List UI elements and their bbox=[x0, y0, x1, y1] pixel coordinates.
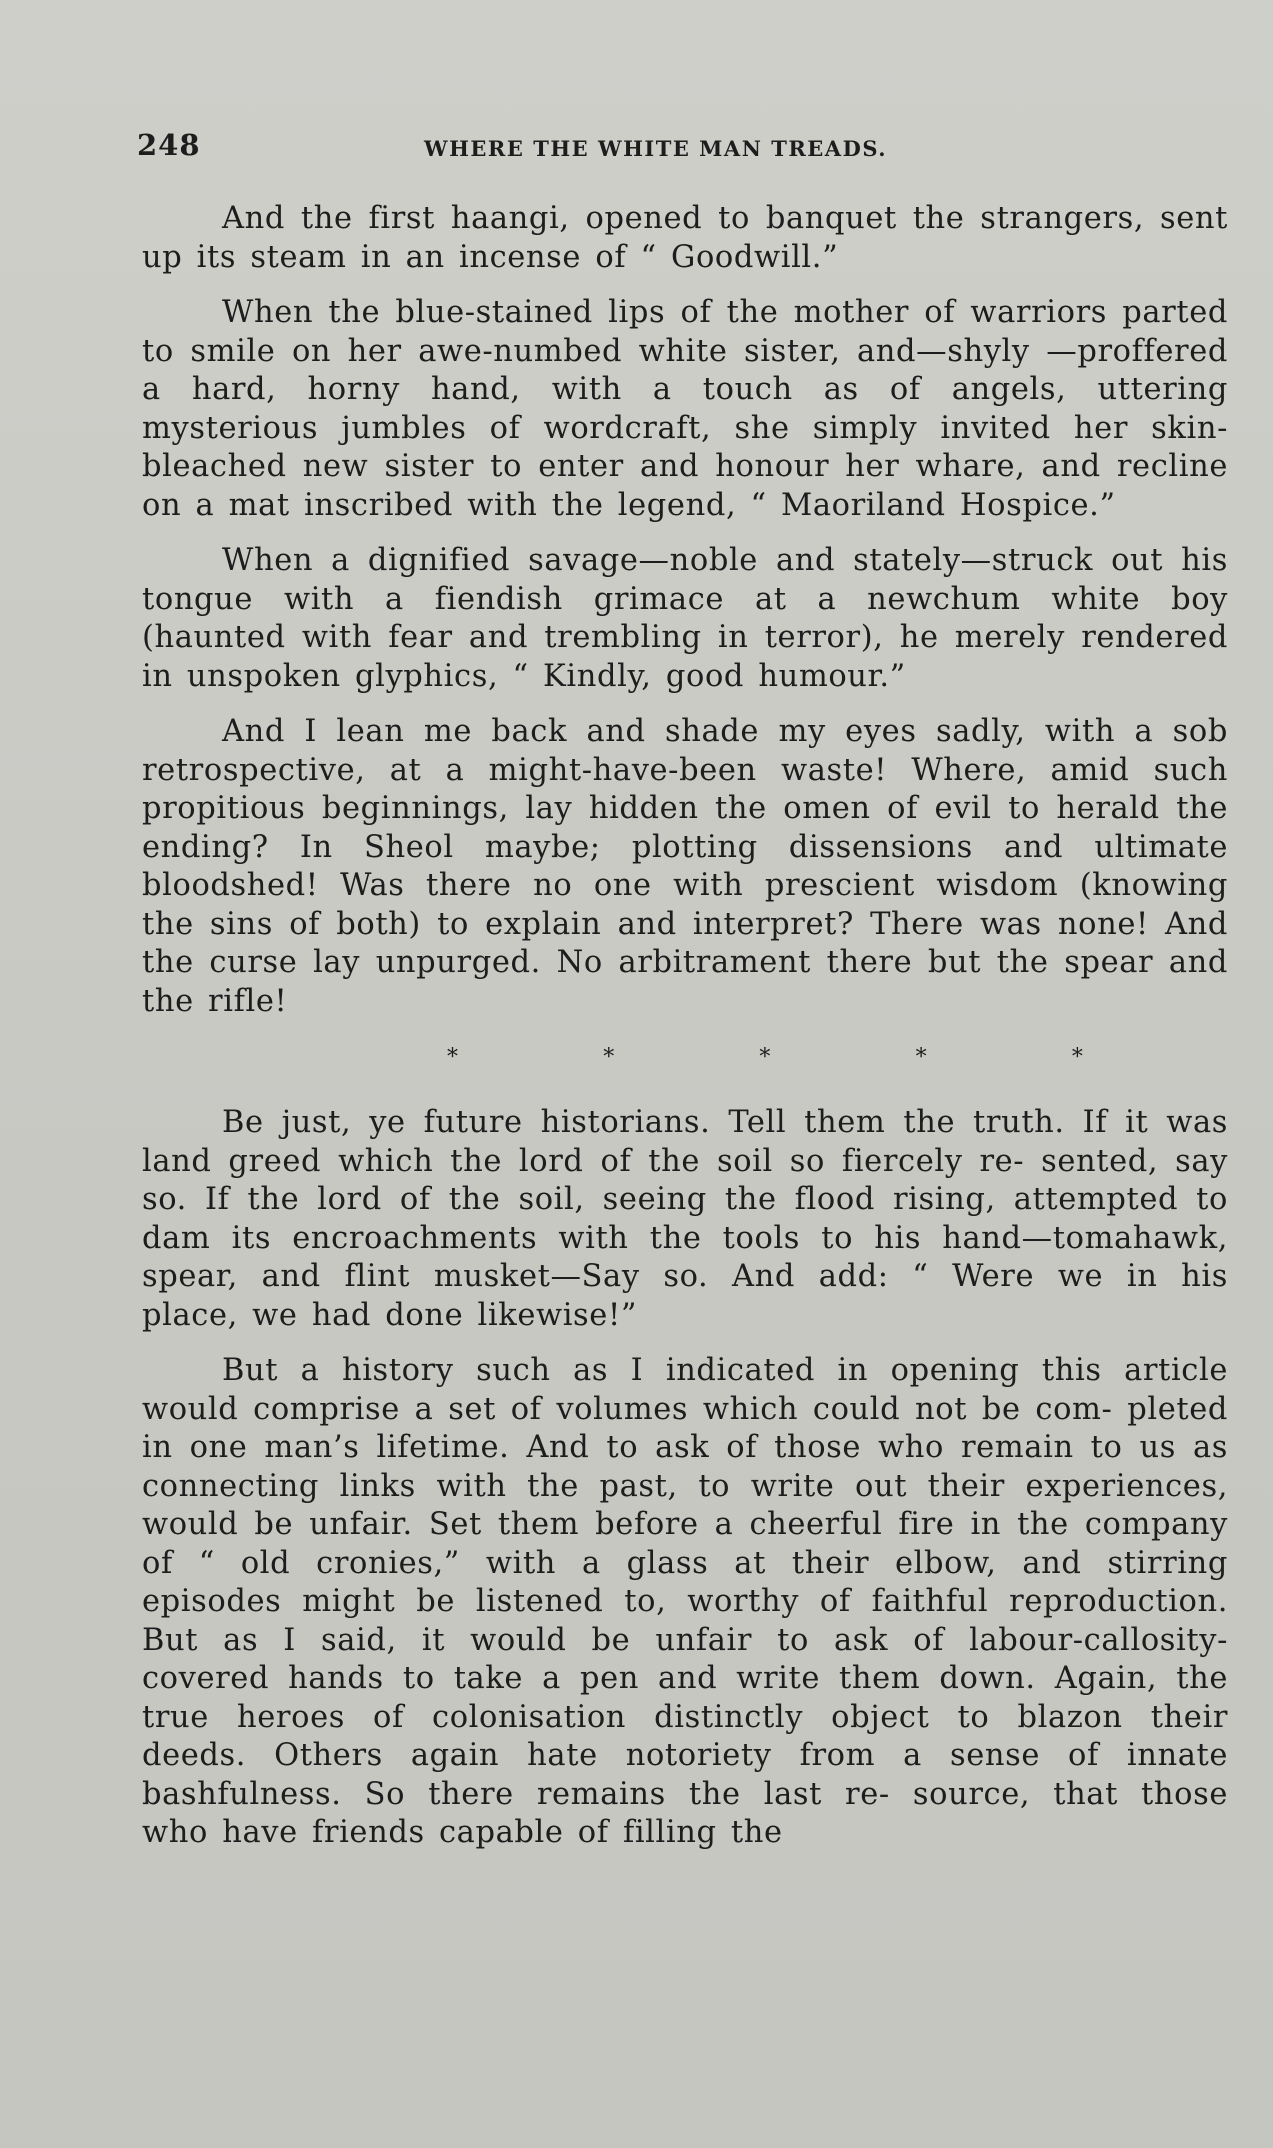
paragraph: When a dignified savage—noble and stately—struck out his tongue with a fiendish grimace at a newchum white boy (haunted with fear and trembling in terror), he merely rendered in unspoken glyphics, “ Kindly, good humour.” bbox=[142, 543, 1228, 694]
paragraph: Be just, ye future historians. Tell them the truth. If it was land greed which the lord of the soil so fiercely re- sented, say so. If the lord of the soil, seeing the flood rising, attempted to dam its encroachments with the tools to his hand—tomahawk, spear, and flint musket—Say so. And add: “ Were we in his place, we had done likewise!” bbox=[142, 1105, 1228, 1333]
paragraph: And the first haangi, opened to banquet the strangers, sent up its steam in an incense of “ Goodwill.” bbox=[142, 201, 1228, 275]
ornament-star: * bbox=[915, 1045, 927, 1070]
ornament-star: * bbox=[447, 1045, 458, 1070]
paragraph: But a history such as I indicated in opening this article would comprise a set of volumes which could not be com- pleted in one man’s lifetime. And to ask of those who remain to us as connecting links with the past, to write out their experiences, would be unfair. Set them before a cheerful fire in the company of “ old cronies,” with a glass at their elbow, and stirring episodes might be listened to, worthy of faithful reproduction. But as I said, it would be unfair to ask of labour-callosity-covered hands to take a pen and write them down. Again, the true heroes of colonisation distinctly object to blazon their deeds. Others again hate notoriety from a sense of innate bashfulness. So there remains the last re- source, that those who have friends capable of filling the bbox=[142, 1353, 1228, 1850]
running-head: WHERE THE WHITE MAN TREADS. bbox=[424, 136, 888, 161]
ornament-star: * bbox=[603, 1045, 615, 1070]
page-number: 248 bbox=[137, 128, 201, 162]
paragraph: When the blue-stained lips of the mother of warriors parted to smile on her awe-numbed white sister, and—shyly —proffered a hard, horny hand, with a touch as of angels, uttering mysterious jumbles of wordcraft, she simply invited her skin-bleached new sister to enter and honour her whare, and recline on a mat inscribed with the legend, “ Maoriland Hospice.” bbox=[142, 295, 1228, 523]
section-break-ornament bbox=[142, 1038, 1228, 1078]
ornament-star: * bbox=[1071, 1045, 1083, 1070]
ornament-star: * bbox=[759, 1045, 771, 1070]
paragraph: And I lean me back and shade my eyes sadly, with a sob retrospective, at a might-have-been waste! Where, amid such propitious beginnings, lay hidden the omen of evil to herald the ending? In Sheol maybe; plotting dissensions and ultimate bloodshed! Was there no one with prescient wisdom (knowing the sins of both) to explain and interpret? There was none! And the curse lay unpurged. No arbitrament there but the spear and the rifle! bbox=[142, 714, 1228, 1019]
page-header bbox=[137, 128, 1137, 172]
body-text bbox=[142, 200, 1228, 1870]
